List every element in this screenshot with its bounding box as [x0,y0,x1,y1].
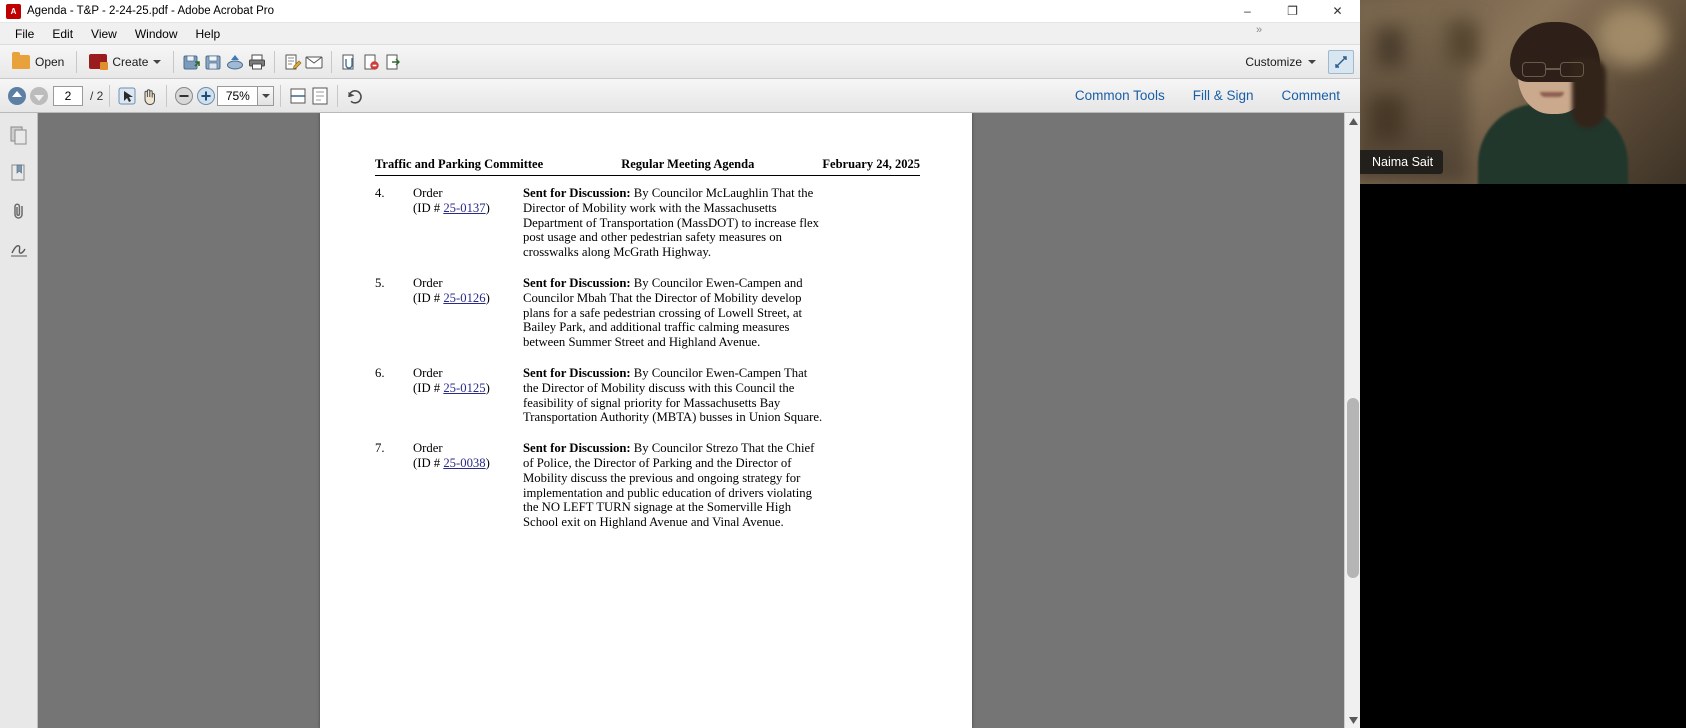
item-number: 7. [375,441,385,456]
delete-attachment-icon[interactable] [360,51,382,73]
item-id-link[interactable]: 25-0038 [443,455,486,470]
window-controls [1225,0,1360,22]
signatures-icon[interactable] [7,237,31,261]
id-prefix: (ID # [413,200,444,215]
item-body [523,366,823,425]
toolbar-divider [166,85,167,107]
attachments-icon[interactable] [7,199,31,223]
zoom-level-input[interactable] [217,86,257,106]
participant-name-badge: Naima Sait [1360,150,1443,174]
menu-window[interactable]: Window [134,26,178,41]
menu-help[interactable]: Help [195,26,221,41]
item-type-column [413,366,523,425]
item-body [523,441,823,530]
item-number: 4. [375,186,385,200]
item-type-column [413,276,523,350]
menu-file[interactable]: File [15,26,35,41]
next-page-icon[interactable] [28,85,50,107]
toolbar-divider [76,51,77,73]
hand-tool-icon[interactable] [138,85,160,107]
document-header [375,157,920,176]
item-body [523,186,823,260]
item-text: By Councilor Strezo That the Chief of Police, the Director of Parking and the Director of Mobility discuss the previous and ongoing strategy for implementation and public education of drivers violating the NO LEFT TURN signage at the Somerville High School exit on Highland Avenue and Vinal Avenue. [523,441,815,530]
zoom-in-icon[interactable] [195,85,217,107]
item-id-link[interactable]: 25-0125 [443,380,486,395]
chevron-down-icon [1308,60,1316,64]
item-status: Sent for Discussion: [523,441,631,456]
save-as-icon[interactable] [180,51,202,73]
item-text: By Councilor Ewen-Campen That the Director of Mobility discuss with this Council the feasibility of signal priority for Massachusetts Bay Transportation Authority (MBTA) busses in Union Square. [523,365,823,425]
toolbar-divider [280,85,281,107]
window-title: Agenda - T&P - 2-24-25.pdf - Adobe Acrobat Pro [27,5,274,17]
toolbar-divider [274,51,275,73]
id-suffix: ) [485,455,490,470]
maximize-button[interactable]: ❐ [1287,4,1298,18]
toolbar-divider [173,51,174,73]
vertical-scrollbar[interactable] [1344,113,1360,728]
background-lamp [1596,6,1666,66]
comment-button[interactable]: Comment [1281,88,1340,103]
select-tool-icon[interactable] [116,85,138,107]
item-id-line [413,291,523,306]
zoom-dropdown-button[interactable] [257,86,274,106]
item-status: Sent for Discussion: [523,365,631,380]
header-meeting: Regular Meeting Agenda [621,157,755,171]
agenda-item [375,186,920,260]
item-id-line [413,456,523,471]
open-button-label: Open [35,54,65,69]
close-button[interactable]: ✕ [1332,4,1343,18]
item-type: Order [413,275,443,290]
toolbar-divider [331,51,332,73]
page-number-input[interactable] [53,86,83,106]
item-id-line [413,381,523,396]
zoom-out-icon[interactable] [173,85,195,107]
participant-body [1478,104,1628,184]
save-icon[interactable] [202,51,224,73]
scrollbar-thumb[interactable] [1347,398,1359,578]
fit-width-icon[interactable] [287,85,309,107]
item-type: Order [413,365,443,380]
customize-button[interactable] [1237,50,1324,74]
edit-text-icon[interactable] [281,51,303,73]
item-type: Order [413,186,443,200]
item-number: 6. [375,365,385,380]
item-text: By Councilor McLaughlin That the Director of Mobility work with the Massachusetts Department of Transportation (MassDOT) to increase flex post usage and other pedestrian safety measures on crosswalks along McGrath Highway. [523,186,819,260]
secondary-toolbar [0,79,1360,113]
scroll-up-icon[interactable] [1345,113,1361,129]
create-button[interactable] [83,49,167,75]
item-number: 5. [375,275,385,290]
item-status: Sent for Discussion: [523,186,631,200]
pdf-viewport[interactable] [38,113,1344,728]
video-panel-empty-area [1360,184,1686,728]
page-thumbnails-icon[interactable] [7,123,31,147]
open-button[interactable] [6,49,70,75]
title-bar [0,0,1360,23]
attach-icon[interactable] [338,51,360,73]
item-type-column [413,441,523,530]
right-tool-group [1061,79,1354,113]
agenda-item [375,366,920,425]
customize-label: Customize [1245,54,1302,69]
fit-page-icon[interactable] [309,85,331,107]
primary-toolbar [0,45,1360,79]
chevron-down-icon [153,60,161,64]
fill-and-sign-button[interactable]: Fill & Sign [1192,88,1254,103]
previous-page-icon[interactable] [6,85,28,107]
item-id-line [413,201,523,216]
toolbar-divider [337,85,338,107]
item-body [523,276,823,350]
toolbar-divider [109,85,110,107]
id-suffix: ) [485,380,490,395]
folder-open-icon [12,55,30,69]
item-id-link[interactable]: 25-0137 [443,200,486,215]
item-text: By Councilor Ewen-Campen and Councilor Mbah That the Director of Mobility develop plans for a safe pedestrian crossing of Lowell Street, at Bailey Park, and additional traffic calming measures between Summer Street and Highland Avenue. [523,275,803,350]
create-button-label: Create [112,54,149,69]
menu-edit[interactable]: Edit [52,26,74,41]
video-call-panel [1360,0,1686,728]
id-prefix: (ID # [413,455,444,470]
page-total-label: / 2 [90,88,104,103]
agenda-item [375,276,920,350]
scroll-down-icon[interactable] [1345,712,1361,728]
id-suffix: ) [485,200,490,215]
window-edge-marker: » [1256,24,1263,36]
minimize-button[interactable]: – [1244,4,1251,18]
pdf-page [320,113,972,728]
item-type: Order [413,441,443,456]
participant-mouth [1540,92,1564,97]
item-type-column [413,186,523,260]
glasses-icon [1522,62,1584,77]
email-icon[interactable] [303,51,325,73]
expand-toolbar-button[interactable] [1328,50,1354,74]
id-suffix: ) [485,290,490,305]
header-date: February 24, 2025 [822,157,920,171]
header-committee: Traffic and Parking Committee [375,157,544,171]
create-pdf-icon [89,54,107,69]
agenda-item [375,441,920,530]
document-area [0,113,1360,728]
bookmarks-icon[interactable] [7,161,31,185]
background-frame [1370,96,1404,142]
rotate-view-icon[interactable] [344,85,366,107]
print-icon[interactable] [246,51,268,73]
upload-icon[interactable] [224,51,246,73]
open-attachment-icon[interactable] [382,51,404,73]
id-prefix: (ID # [413,290,444,305]
menu-view[interactable]: View [91,26,117,41]
menu-bar [0,23,1360,45]
common-tools-button[interactable]: Common Tools [1074,88,1165,103]
item-status: Sent for Discussion: [523,275,631,290]
chevron-down-icon [262,94,270,98]
navigation-rail [0,113,38,728]
id-prefix: (ID # [413,380,444,395]
pdf-icon: A [6,4,21,19]
item-id-link[interactable]: 25-0126 [443,290,486,305]
